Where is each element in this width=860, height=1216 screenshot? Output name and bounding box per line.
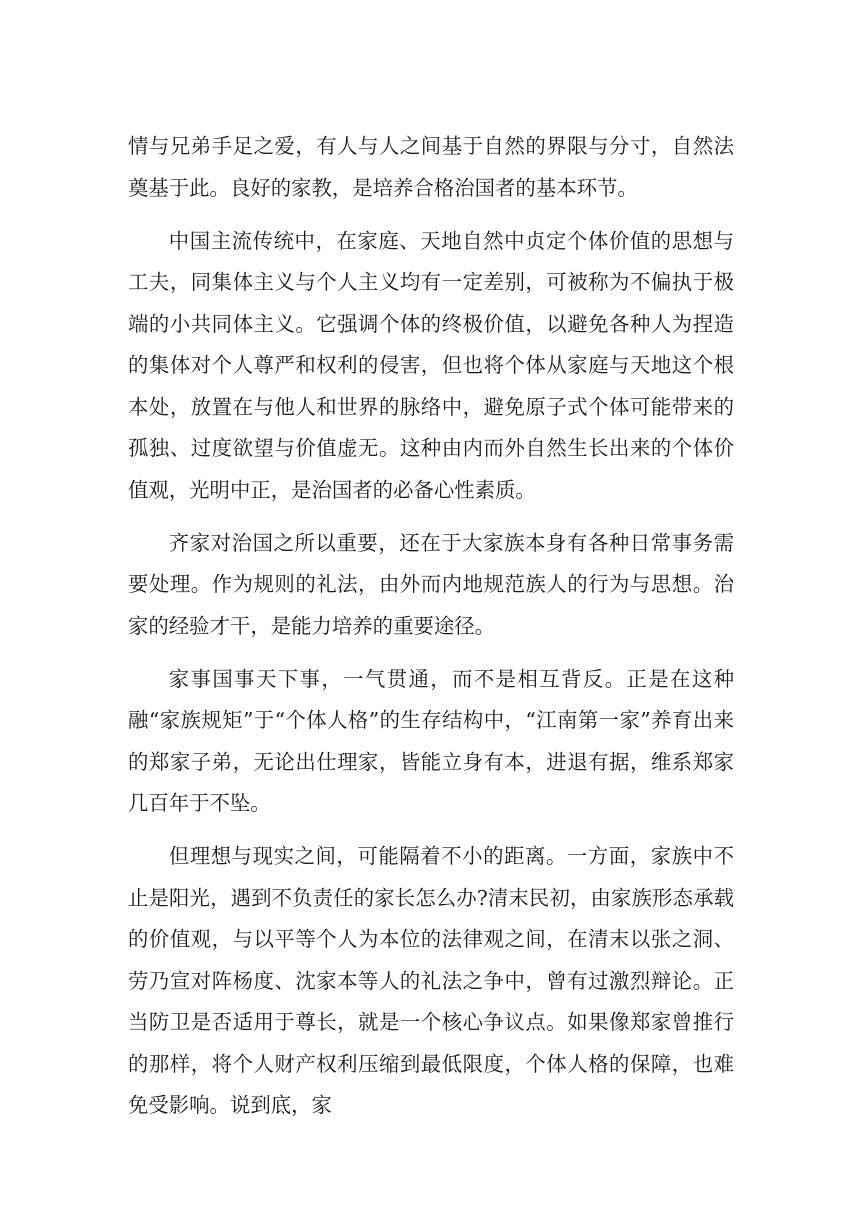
paragraph-4: 家事国事天下事，一气贯通，而不是相互背反。正是在这种融“家族规矩”于“个体人格”的生存结构中，“江南第一家”养育出来的郑家子弟，无论出仕理家，皆能立身有本，进退有据，维系郑家几百年于不坠。 [128, 666, 734, 815]
paragraph-3: 齐家对治国之所以重要，还在于大家族本身有各种日常事务需要处理。作为规则的礼法，由外而内地规范族人的行为与思想。治家的经验才干，是能力培养的重要途径。 [128, 530, 734, 638]
paragraph-5: 但理想与现实之间，可能隔着不小的距离。一方面，家族中不止是阳光，遇到不负责任的家长怎么办?清末民初，由家族形态承载的价值观，与以平等个人为本位的法律观之间，在清末以张之洞、劳乃宣对阵杨度、沈家本等人的礼法之争中，曾有过激烈辩论。正当防卫是否适用于尊长，就是一个核心争议点。如果像郑家曾推行的那样，将个人财产权利压缩到最低限度，个体人格的保障，也难免受影响。说到底，家 [128, 844, 734, 1117]
paragraph-1: 情与兄弟手足之爱，有人与人之间基于自然的界限与分寸，自然法奠基于此。良好的家教，是培养合格治国者的基本环节。 [128, 134, 734, 200]
document-body [128, 126, 734, 1138]
paragraph-2: 中国主流传统中，在家庭、天地自然中贞定个体价值的思想与工夫，同集体主义与个人主义均有一定差别，可被称为不偏执于极端的小共同体主义。它强调个体的终极价值，以避免各种人为捏造的集体对个人尊严和权利的侵害，但也将个体从家庭与天地这个根本处，放置在与他人和世界的脉络中，避免原子式个体可能带来的孤独、过度欲望与价值虚无。这种由内而外自然生长出来的个体价值观，光明中正，是治国者的必备心性素质。 [128, 228, 734, 502]
